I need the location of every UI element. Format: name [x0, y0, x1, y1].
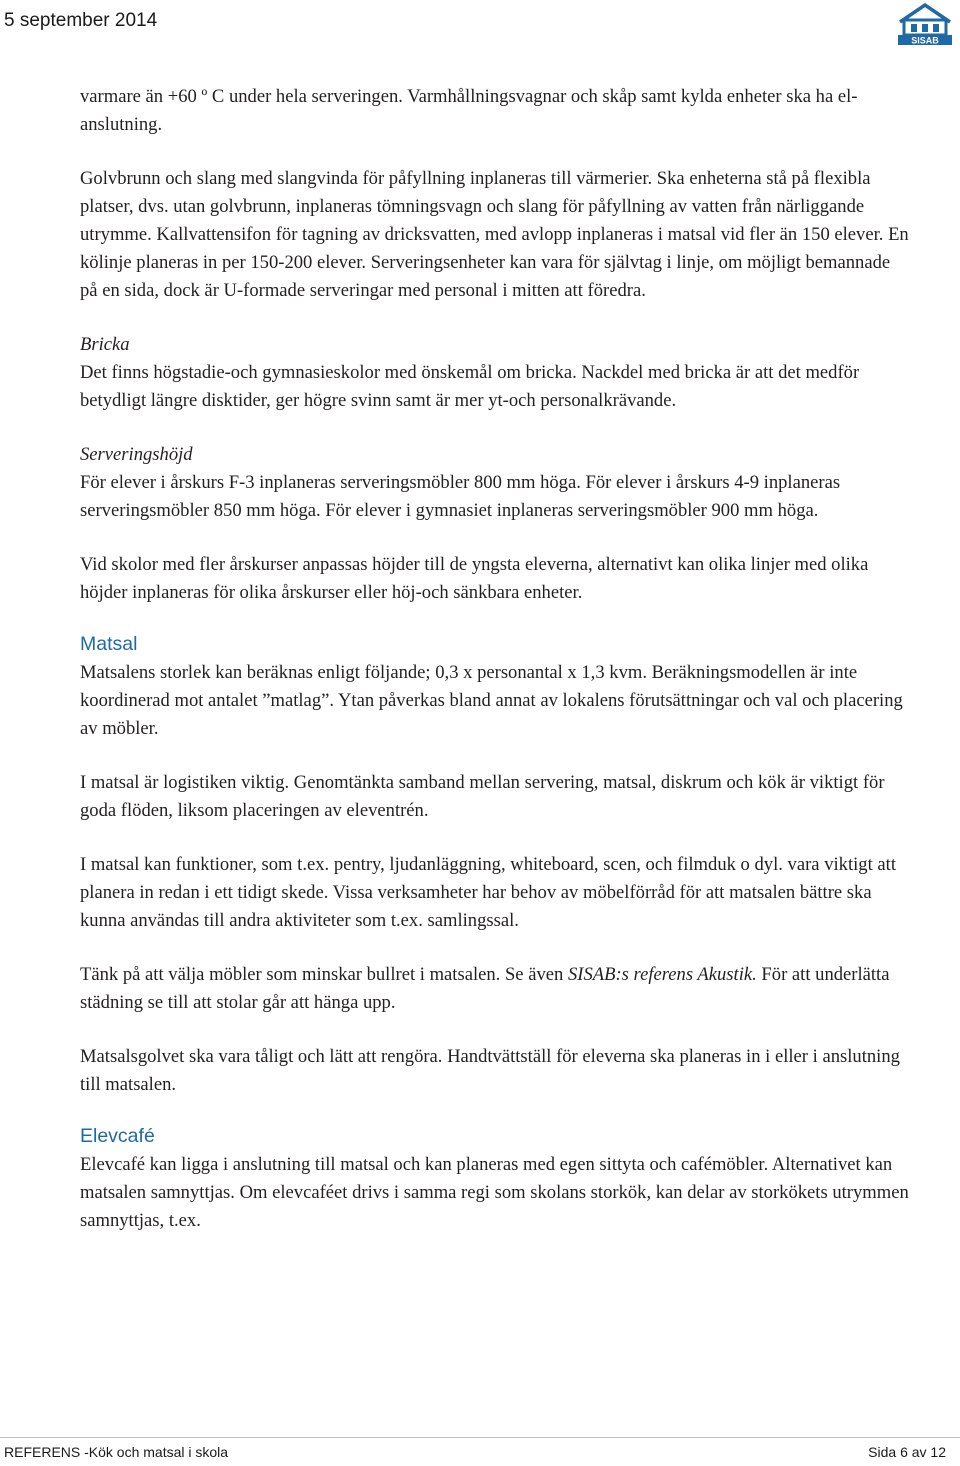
logo-text: SISAB	[911, 35, 939, 46]
paragraph-akustik	[80, 961, 912, 1017]
subsection-bricka	[80, 331, 912, 415]
reference-akustik: SISAB:s referens Akustik.	[567, 964, 757, 985]
paragraph-text: Tänk på att välja möbler som minskar bullret i matsalen. Se även	[80, 964, 568, 985]
subheading-bricka: Bricka	[80, 334, 130, 355]
paragraph-text: För att underlätta städning se till att stolar går att hänga upp.	[80, 964, 890, 1013]
page-footer	[0, 1437, 960, 1466]
subheading-serveringshojd: Serveringshöjd	[80, 444, 193, 465]
paragraph: I matsal är logistiken viktig. Genomtänkta samband mellan servering, matsal, diskrum och kök är viktigt för goda flöden, liksom placeringen av eleventrén.	[80, 772, 885, 821]
paragraph: Vid skolor med fler årskurser anpassas höjder till de yngsta eleverna, alternativt kan olika linjer med olika höjder inplaneras för olika årskurser eller höj-och sänkbara enheter.	[80, 554, 869, 603]
paragraph: Matsalsgolvet ska vara tåligt och lätt att rengöra. Handtvättställ för eleverna ska planeras in i eller i anslutning till matsalen.	[80, 1046, 900, 1095]
paragraph: Golvbrunn och slang med slangvinda för påfyllning inplaneras till värmerier. Ska enheterna stå på flexibla platser, dvs. utan golvbrunn, inplaneras tömningsvagn och slang för påfyllning av vatten från närliggande utrymme. Kallvattensifon för tagning av dricksvatten, med avlopp inplaneras i matsal vid fler än 150 elever. En kölinje planeras in per 150-200 elever. Serveringsenheter kan vara för självtag i linje, om möjligt bemannade på en sida, dock är U-formade serveringar med personal i mitten att föredra.	[80, 168, 909, 301]
subsection-serveringshojd	[80, 441, 912, 525]
section-heading-elevcafe: Elevcafé	[80, 1125, 155, 1147]
paragraph: Det finns högstadie-och gymnasieskolor med önskemål om bricka. Nackdel med bricka är att det medför betydligt längre disktider, ger högre svinn samt är mer yt-och personalkrävande.	[80, 362, 860, 411]
sisab-logo	[896, 2, 954, 46]
paragraph: Matsalens storlek kan beräknas enligt följande; 0,3 x personantal x 1,3 kvm. Beräkningsmodellen är inte koordinerad mot antalet ”matlag”. Ytan påverkas bland annat av lokalens förutsättningar och val och placering av möbler.	[80, 662, 903, 739]
paragraph: Elevcafé kan ligga i anslutning till matsal och kan planeras med egen sittyta och cafémöbler. Alternativet kan matsalen samnyttjas. Om elevcaféet drivs i samma regi som skolans storkök, kan delar av storkökets utrymmen samnyttjas, t.ex.	[80, 1154, 909, 1231]
paragraph: I matsal kan funktioner, som t.ex. pentry, ljudanläggning, whiteboard, scen, och filmduk o dyl. vara viktigt att planera in redan i ett tidigt skede. Vissa verksamheter har behov av möbelförråd för att matsalen bättre ska kunna användas till andra aktiviteter som t.ex. samlingssal.	[80, 854, 896, 931]
document-body	[80, 83, 912, 1235]
paragraph: För elever i årskurs F-3 inplaneras serveringsmöbler 800 mm höga. För elever i årskurs 4-9 inplaneras serveringsmöbler 850 mm höga. För elever i gymnasiet inplaneras serveringsmöbler 900 mm höga.	[80, 472, 841, 521]
header-date: 5 september 2014	[4, 10, 158, 31]
page-number: Sida 6 av 12	[868, 1444, 946, 1460]
paragraph: varmare än +60 º C under hela serveringen. Varmhållningsvagnar och skåp samt kylda enheter ska ha el-anslutning.	[80, 86, 858, 135]
footer-title: REFERENS -Kök och matsal i skola	[4, 1444, 229, 1460]
section-heading-matsal: Matsal	[80, 633, 138, 655]
house-logo-icon	[896, 2, 954, 46]
